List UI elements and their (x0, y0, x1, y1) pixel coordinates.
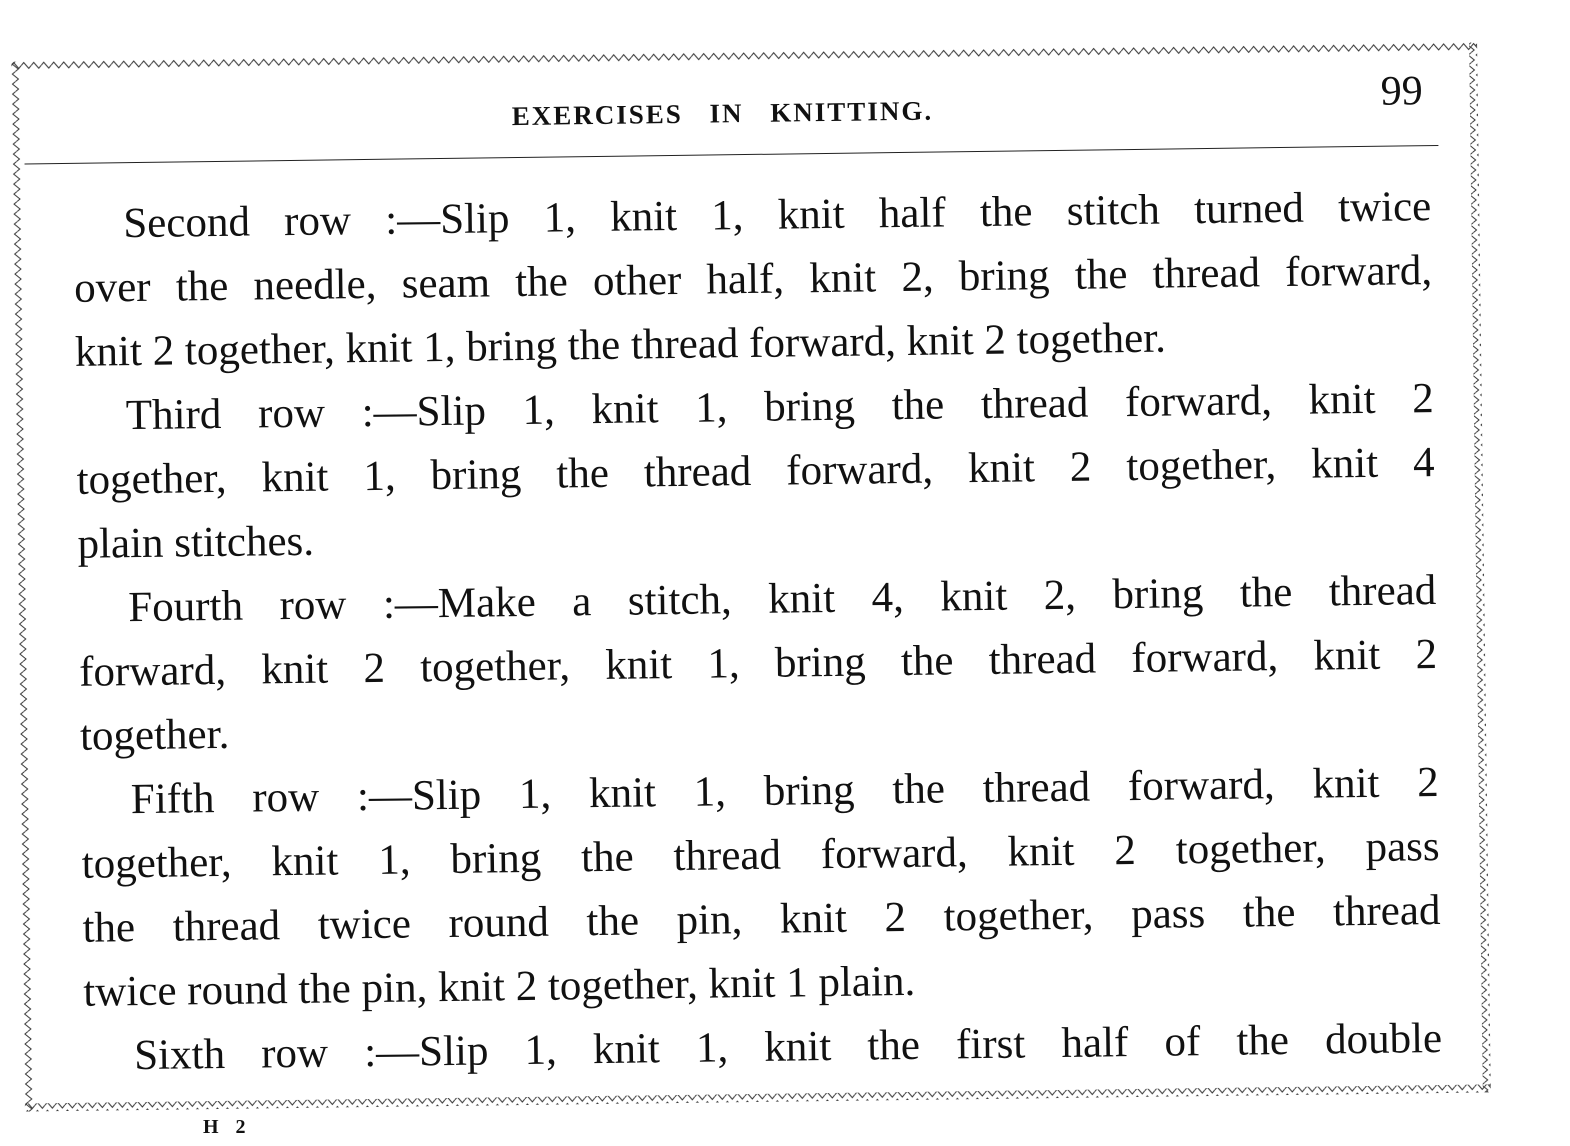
text-line: Third row :—Slip 1, knit 1, bring the thread forward, knit 2 (125, 375, 1435, 440)
text-line: forward, knit 2 together, knit 1, bring the thread forward, knit 2 (78, 631, 1438, 696)
text-line: the thread twice round the pin, knit 2 together, pass the thread (82, 887, 1441, 952)
page-frame (11, 42, 1491, 1111)
text-line: Fifth row :—Slip 1, knit 1, bring the thread forward, knit 2 (130, 759, 1440, 824)
text-line: over the needle, seam the other half, knit 2, bring the thread forward, (73, 247, 1433, 312)
text-line: twice round the pin, knit 2 together, knit 1 plain. (83, 957, 916, 1016)
text-line: plain stitches. (77, 517, 315, 568)
body-text (73, 175, 1443, 1089)
text-line: Second row :—Slip 1, knit 1, knit half the stitch turned twice (123, 183, 1432, 248)
text-line: knit 2 together, knit 1, bring the thread forward, knit 2 together. (74, 314, 1167, 376)
text-line: Sixth row :—Slip 1, knit 1, knit the first half of the double (133, 1014, 1443, 1080)
text-line: Fourth row :—Make a stitch, knit 4, knit 2, bring the thread (128, 567, 1437, 632)
signature-mark: H 2 (203, 1116, 252, 1138)
running-head (22, 68, 1424, 159)
page-number: 99 (1380, 68, 1423, 115)
page-content (11, 42, 1491, 1111)
page-title: EXERCISES IN KNITTING. (511, 95, 934, 132)
text-line: together, knit 1, bring the thread forward, knit 2 together, knit 4 (76, 439, 1435, 504)
text-line: together. (79, 710, 230, 760)
text-line: together, knit 1, bring the thread forward, knit 2 together, pass (81, 823, 1440, 888)
